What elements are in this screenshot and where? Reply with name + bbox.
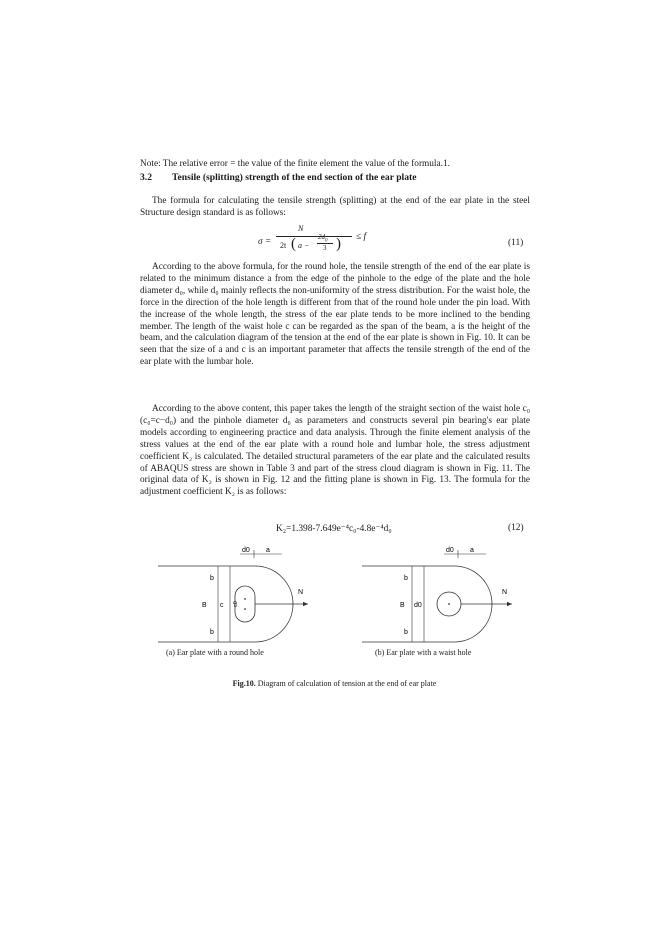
formula-inner-num: $2d_0$: [318, 233, 328, 244]
label-c0: c0: [233, 601, 239, 607]
pin-center-dot: [448, 603, 450, 605]
paragraph-analysis: According to the above formula, for the round hole, the tensile strength of the end of the ear plate is related to the minimum distance a from the edge of the pinhole to the edge of the plate and the hole diameter d₀, while d₀ mainly reflects the non-uniformity of the stress distribution. For the waist hole, the force in the direction of the hole length is different from that of the round hole under the pin load. With the increase of the whole length, the stress of the ear plate tends to be more inclined to the bending member. The length of the waist hole c can be regarded as the span of the beam, a is the height of the beam, and the calculation diagram of the tension at the end of the ear plate is shown in Fig. 10. It can be seen that the size of a and c is an important parameter that affects the tensile strength of the end of the ear plate with the lumbar hole.: [140, 262, 530, 368]
formula-den-a: a −: [298, 241, 310, 250]
label-b-top: b: [404, 575, 408, 582]
label-B: B: [400, 602, 405, 609]
paren-right: ): [336, 236, 341, 252]
equation-number-11: (11): [508, 238, 524, 248]
paragraph-method: According to the above content, this paper takes the length of the straight section of the waist hole c₀ (c₀=c−d₀) and the pinhole diameter d₀ as parameters and constructs several pin bearing's ear plate models according to engineering practice and data analysis. Through the finite element analysis of the stress values at the end of the ear plate with a round hole and lumbar hole, the stress adjustment coefficient K₂ is calculated. The detailed structural parameters of the ear plate and the calculated results of ABAQUS stress are shown in Table 3 and part of the stress cloud diagram is shown in Fig. 11. The original data of K₂ is shown in Fig. 12 and the fitting plane is shown in Fig. 13. The formula for the adjustment coefficient K₂ is as follows:: [140, 404, 530, 498]
label-d0: d0: [242, 547, 250, 554]
formula-den-2t: 2t: [280, 241, 287, 250]
pin-center-dot: [244, 598, 246, 600]
label-a: a: [266, 547, 270, 554]
subcaption-b: (b) Ear plate with a waist hole: [375, 648, 472, 657]
section-number: 3.2: [140, 172, 152, 183]
figure-a-round-hole: [158, 542, 318, 642]
label-B: B: [202, 602, 207, 609]
section-heading: [140, 172, 416, 183]
label-b-bottom: b: [404, 629, 408, 636]
label-c: c: [220, 602, 224, 609]
formula-lhs: σ =: [258, 237, 272, 247]
formula-numerator: N: [298, 224, 304, 233]
formula-inner-den: 3: [323, 244, 327, 252]
arrow-head: [507, 602, 512, 606]
label-N: N: [502, 589, 508, 596]
table-note: Note: The relative error = the value of the finite element the value of the formula.1.: [140, 159, 450, 169]
figure-label: Fig.10.: [232, 679, 256, 688]
label-b-top: b: [210, 575, 214, 582]
figure-caption: [0, 679, 669, 688]
formula-rhs: ≤ f: [356, 232, 367, 242]
arrow-head: [303, 602, 308, 606]
subcaption-a: (a) Ear plate with a round hole: [166, 648, 264, 657]
figure-b-waist-hole: [362, 542, 522, 642]
label-a: a: [470, 547, 474, 554]
pin-center-dot: [244, 608, 246, 610]
paragraph-intro: The formula for calculating the tensile strength (splitting) at the end of the ear plate in the steel Structure design standard is as follows:: [140, 196, 530, 218]
label-b-bottom: b: [210, 629, 214, 636]
figure-caption-text: Diagram of calculation of tension at the end of ear plate: [257, 679, 437, 688]
formula-12: K₂=1.398-7.649e⁻⁴c₀-4.8e⁻⁴d₀: [276, 524, 392, 534]
section-title: Tensile (splitting) strength of the end section of the ear plate: [172, 172, 417, 183]
label-d0-side: d0: [414, 602, 422, 609]
label-d0: d0: [446, 547, 454, 554]
label-N: N: [298, 589, 304, 596]
equation-number-12: (12): [508, 523, 524, 533]
paren-left: (: [291, 236, 296, 252]
